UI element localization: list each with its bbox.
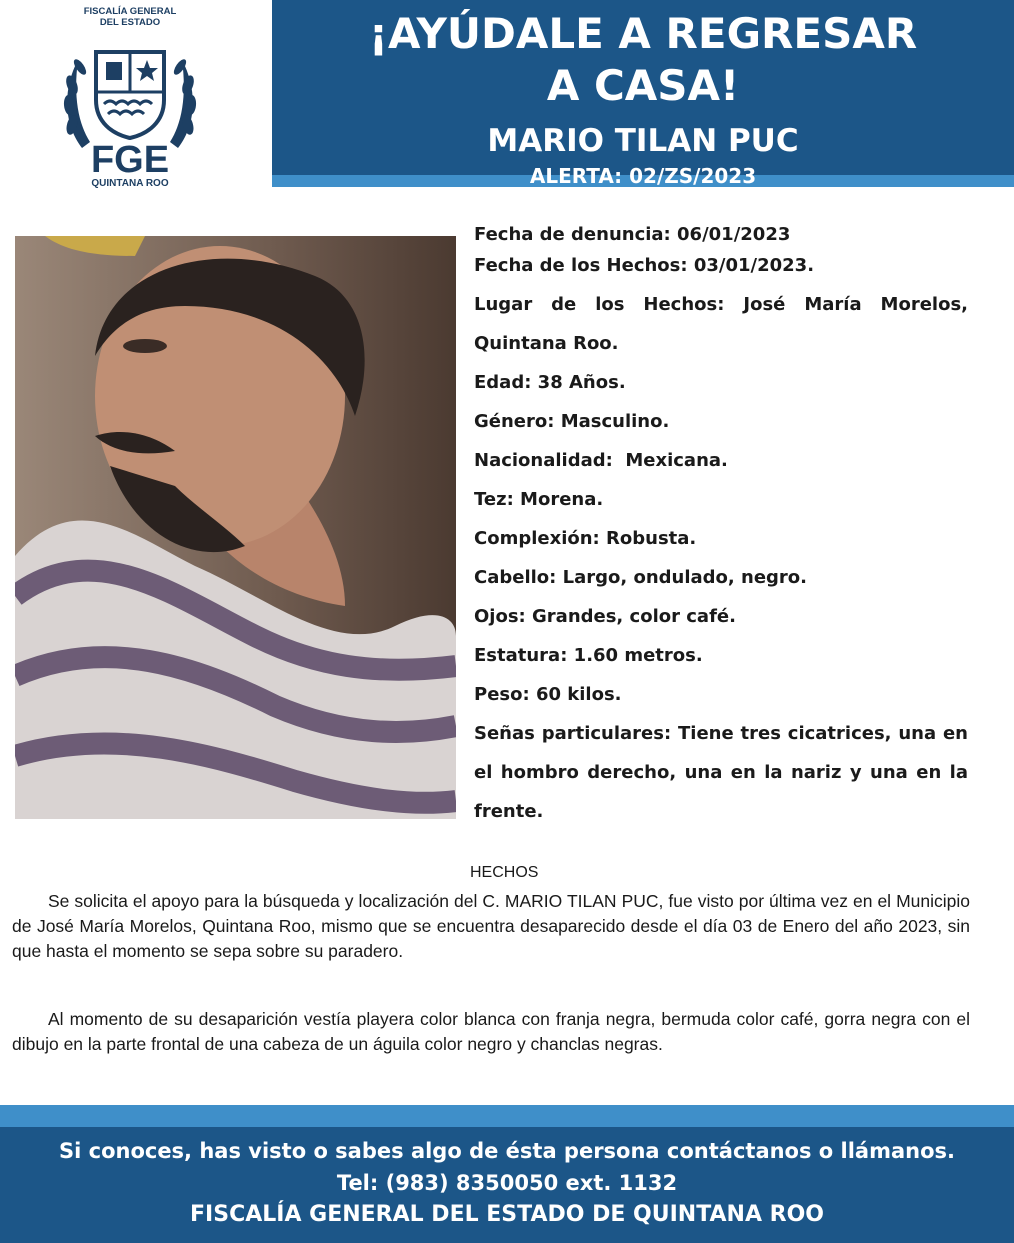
footer-phone[interactable]: Tel: (983) 8350050 ext. 1132 [336, 1171, 678, 1195]
detail-estatura: Estatura: 1.60 metros. [474, 645, 703, 666]
person-details [474, 220, 968, 831]
logo-org-name: FISCALÍA GENERAL DEL ESTADO [83, 6, 177, 28]
detail-lugar-line1: Lugar de los Hechos: José María Morelos, [474, 294, 968, 315]
detail-ojos: Ojos: Grandes, color café. [474, 606, 736, 627]
detail-cabello: Cabello: Largo, ondulado, negro. [474, 567, 808, 588]
missing-person-name: MARIO TILAN PUC [487, 123, 799, 159]
footer-call-to-action: Si conoces, has visto o sabes algo de ésta persona contáctanos o llámanos. [58, 1139, 956, 1163]
alert-code: ALERTA: 02/ZS/2023 [529, 164, 757, 188]
fge-logo [40, 2, 220, 192]
detail-senas: Señas particulares: Tiene tres cicatrices, una en el hombro derecho, una en la nariz y una en la frente. [474, 723, 968, 822]
detail-lugar-line2: Quintana Roo. [474, 333, 619, 354]
missing-person-photo [15, 236, 456, 819]
detail-nacionalidad: Nacionalidad: Mexicana. [474, 450, 728, 471]
seal-icon [60, 30, 200, 180]
logo-state: QUINTANA ROO [91, 178, 169, 189]
svg-text:FGE: FGE [90, 139, 170, 180]
hechos-paragraph-2: Al momento de su desaparición vestía playera color blanca con franja negra, bermuda color café, gorra negra con el dibujo en la parte frontal de una cabeza de un águila color negro y chanclas negras. [12, 1009, 970, 1054]
hechos-paragraph-1: Se solicita el apoyo para la búsqueda y localización del C. MARIO TILAN PUC, fue visto por última vez en el Municipio de José María Morelos, Quintana Roo, mismo que se encuentra desaparecido desde el día 03 de Enero del año 2023, sin que hasta el momento se sepa sobre su paradero. [12, 891, 970, 961]
detail-fecha-hechos: Fecha de los Hechos: 03/01/2023. [474, 255, 815, 276]
footer-agency: FISCALÍA GENERAL DEL ESTADO DE QUINTANA ROO [190, 1202, 824, 1227]
detail-fecha-denuncia: Fecha de denuncia: 06/01/2023 [474, 224, 791, 245]
detail-peso: Peso: 60 kilos. [474, 684, 622, 705]
detail-edad: Edad: 38 Años. [474, 372, 626, 393]
footer-stripe [0, 1105, 1014, 1127]
hechos-heading: HECHOS [470, 864, 539, 881]
page-title: ¡AYÚDALE A REGRESAR A CASA! [368, 9, 918, 110]
contact-footer [0, 1127, 1014, 1243]
detail-complexion: Complexión: Robusta. [474, 528, 697, 549]
portrait-icon [15, 236, 456, 819]
detail-tez: Tez: Morena. [474, 489, 604, 510]
detail-genero: Género: Masculino. [474, 411, 670, 432]
